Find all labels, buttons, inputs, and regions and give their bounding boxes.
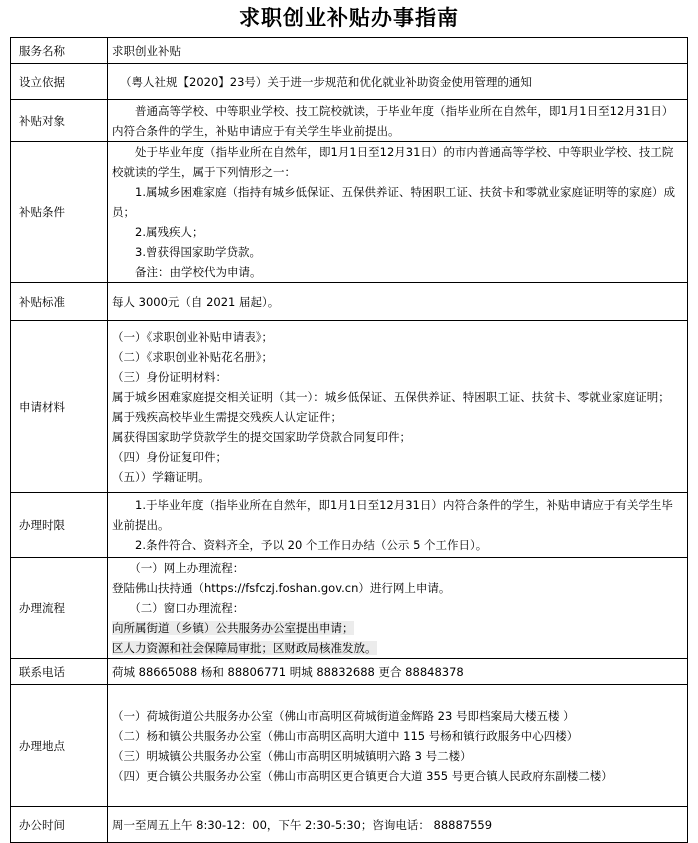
target-text: 普通高等学校、中等职业学校、技工院校就读，于毕业年度（指毕业所在自然年，即1月1日至12月31日）内符合条件的学生，补贴申请应于有关学生毕业前提出。	[112, 103, 674, 138]
table-row	[11, 685, 688, 807]
window-process-line-1: 向所属街道（乡镇）公共服务办公室提出申请；	[112, 621, 354, 635]
location-line: （四）更合镇公共服务办公室（佛山市高明区更合镇更合大道 355 号更合镇人民政府东副楼二楼）	[112, 768, 613, 783]
row-label: 服务名称	[11, 38, 108, 64]
table-row	[11, 321, 688, 493]
basis-text: （粤人社规【2020】23号）关于进一步规范和优化就业补助资金使用管理的通知	[120, 74, 532, 89]
table-row	[11, 558, 688, 659]
page-title: 求职创业补贴办事指南	[239, 6, 459, 30]
location-value	[108, 685, 688, 807]
phone-value: 荷城 88665088 杨和 88806771 明城 88832688 更合 88848378	[108, 659, 688, 685]
materials-line: （五））学籍证明。	[112, 469, 210, 484]
row-label: 补贴条件	[11, 142, 108, 283]
materials-line: （四）身份证复印件；	[112, 449, 227, 464]
standard-value: 每人 3000元（自 2021 届起）。	[108, 283, 688, 321]
conditions-item: 3.曾获得国家助学贷款。	[135, 245, 261, 259]
materials-line: 属获得国家助学贷款学生的提交国家助学贷款合同复印件；	[112, 429, 411, 444]
conditions-value	[108, 142, 688, 283]
row-label: 补贴对象	[11, 100, 108, 142]
window-process-line-2: 区人力资源和社会保障局审批；区财政局核准发放。	[112, 641, 377, 655]
online-process-text: 登陆佛山扶持通（https://fsfczj.foshan.gov.cn）进行网上申请。	[112, 581, 451, 595]
table-row	[11, 100, 688, 142]
materials-value	[108, 321, 688, 493]
service-name-value: 求职创业补贴	[108, 38, 688, 64]
location-line: （二）杨和镇公共服务办公室（佛山市高明区高明大道中 115 号杨和镇行政服务中心四楼）	[112, 728, 579, 743]
table-row	[11, 64, 688, 100]
conditions-item: 1.属城乡困难家庭（指持有城乡低保证、五保供养证、特困职工证、扶贫卡和零就业家庭证明等的家庭）成员；	[112, 185, 675, 219]
row-label: 联系电话	[11, 659, 108, 685]
window-process-title: （二）窗口办理流程：	[129, 601, 245, 615]
location-line: （三）明城镇公共服务办公室（佛山市高明区明城镇明六路 3 号二楼）	[112, 748, 472, 763]
conditions-intro: 处于毕业年度（指毕业所在自然年，即1月1日至12月31日）的市内普通高等学校、中等职业学校、技工院校就读的学生，属于下列情形之一：	[112, 145, 674, 179]
window-process-line	[112, 638, 683, 658]
row-label: 办理流程	[11, 558, 108, 659]
row-label: 设立依据	[11, 64, 108, 100]
row-label: 申请材料	[11, 321, 108, 493]
conditions-note: 备注：由学校代为申请。	[135, 265, 262, 279]
conditions-item: 2.属残疾人；	[135, 225, 204, 239]
basis-value	[108, 64, 688, 100]
deadline-line: 2.条件符合、资料齐全，予以 20 个工作日办结（公示 5 个工作日）。	[135, 538, 488, 552]
table-row	[11, 807, 688, 843]
table-row	[11, 283, 688, 321]
row-label: 办理地点	[11, 685, 108, 807]
materials-line: 属于城乡困难家庭提交相关证明（其一）：城乡低保证、五保供养证、特困职工证、扶贫卡、零就业家庭证明；	[112, 389, 670, 404]
process-value	[108, 558, 688, 659]
online-process-title: （一）网上办理流程：	[129, 561, 245, 575]
materials-line: （三）身份证明材料：	[112, 369, 227, 384]
deadline-value	[108, 493, 688, 558]
materials-line: （一）《求职创业补贴申请表》；	[112, 329, 273, 344]
guide-table	[10, 37, 688, 843]
materials-line: 属于残疾高校毕业生需提交残疾人认定证件；	[112, 409, 342, 424]
table-row	[11, 38, 688, 64]
target-value	[108, 100, 688, 142]
deadline-line: 1.于毕业年度（指毕业所在自然年，即1月1日至12月31日）内符合条件的学生，补贴申请应于有关学生毕业前提出。	[112, 498, 673, 532]
row-label: 办理时限	[11, 493, 108, 558]
table-row	[11, 493, 688, 558]
table-row	[11, 142, 688, 283]
row-label: 补贴标准	[11, 283, 108, 321]
hours-value: 周一至周五上午 8:30-12：00，下午 2:30-5:30；咨询电话： 88887559	[108, 807, 688, 843]
materials-line: （二）《求职创业补贴花名册》；	[112, 349, 273, 364]
table-row	[11, 659, 688, 685]
window-process-line	[112, 618, 683, 638]
location-line: （一）荷城街道公共服务办公室（佛山市高明区荷城街道金辉路 23 号即档案局大楼五楼 ）	[112, 708, 575, 723]
row-label: 办公时间	[11, 807, 108, 843]
